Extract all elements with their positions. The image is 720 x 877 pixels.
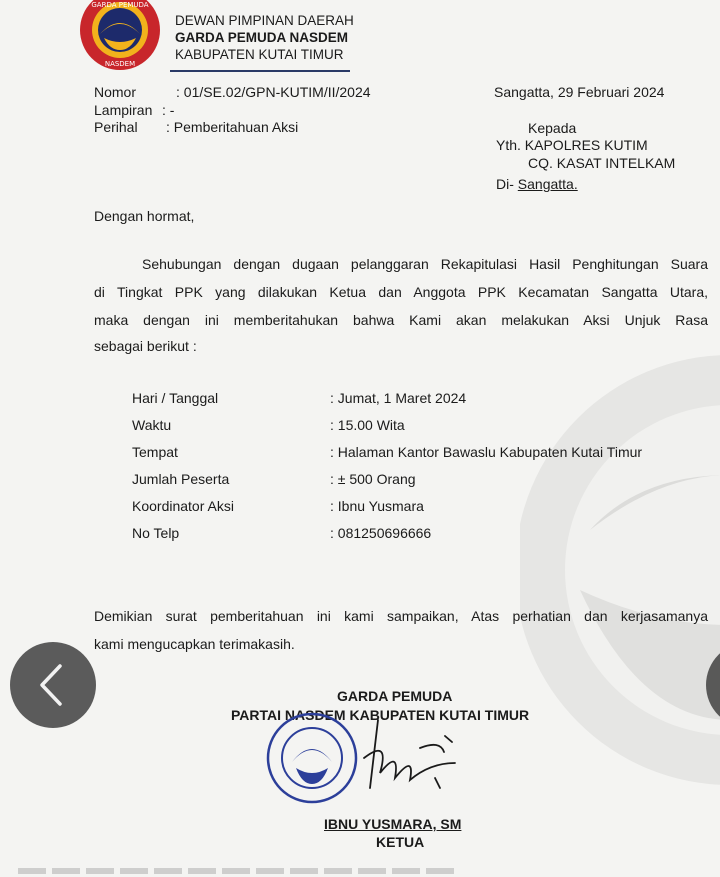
recipient-di bbox=[496, 176, 578, 192]
detail-label: Hari / Tanggal bbox=[132, 390, 219, 406]
body-line-1: Sehubungan dengan dugaan pelanggaran Rekapitulasi Hasil Penghitungan Suara bbox=[142, 256, 708, 272]
closing-line-2: kami mengucapkan terimakasih. bbox=[94, 636, 295, 652]
signer-name: IBNU YUSMARA, SM bbox=[324, 816, 462, 832]
org-line-3: KABUPATEN KUTAI TIMUR bbox=[175, 47, 344, 62]
detail-row bbox=[132, 417, 405, 433]
signature-org-2: PARTAI NASDEM KABUPATEN KUTAI TIMUR bbox=[231, 707, 530, 723]
logo-text-top: GARDA PEMUDA bbox=[91, 1, 149, 9]
header-divider bbox=[170, 70, 350, 72]
perihal-value: : Pemberitahuan Aksi bbox=[166, 119, 299, 135]
perihal-label: Perihal bbox=[94, 119, 138, 135]
detail-value: : 081250696666 bbox=[330, 525, 432, 541]
detail-value: : Jumat, 1 Maret 2024 bbox=[330, 390, 467, 406]
detail-label: Koordinator Aksi bbox=[132, 498, 234, 514]
nasdem-watermark-icon bbox=[520, 300, 720, 860]
body-line-3: maka dengan ini memberitahukan bahwa Kami akan melakukan Aksi Unjuk Rasa bbox=[94, 312, 708, 328]
detail-label: Jumlah Peserta bbox=[132, 471, 230, 487]
detail-row bbox=[132, 471, 416, 487]
detail-label: No Telp bbox=[132, 525, 180, 541]
detail-value: : Ibnu Yusmara bbox=[330, 498, 424, 514]
recipient-di-prefix: Di- bbox=[496, 176, 518, 192]
org-line-2: GARDA PEMUDA NASDEM bbox=[175, 30, 349, 45]
body-line-4: sebagai berikut : bbox=[94, 338, 197, 354]
footer-caption bbox=[18, 868, 458, 874]
nomor-label: Nomor bbox=[94, 84, 137, 100]
letter-date: Sangatta, 29 Februari 2024 bbox=[494, 84, 665, 100]
org-line-1: DEWAN PIMPINAN DAERAH bbox=[175, 13, 354, 28]
recipient-yth: Yth. KAPOLRES KUTIM bbox=[496, 137, 648, 153]
detail-value: : 15.00 Wita bbox=[330, 417, 405, 433]
recipient-cq: CQ. KASAT INTELKAM bbox=[528, 155, 676, 171]
detail-row bbox=[132, 498, 424, 514]
body-line-2: di Tingkat PPK yang dilakukan Ketua dan Anggota PPK Kecamatan Sangatta Utara, bbox=[94, 284, 708, 300]
detail-row bbox=[132, 390, 467, 406]
organization-header bbox=[175, 12, 354, 63]
logo-text-bottom: NASDEM bbox=[104, 60, 136, 68]
handwritten-signature-icon bbox=[360, 718, 470, 798]
lampiran-value: : - bbox=[162, 102, 175, 118]
salutation: Dengan hormat, bbox=[94, 208, 195, 224]
detail-row bbox=[132, 444, 643, 460]
garda-pemuda-logo-icon bbox=[74, 0, 166, 72]
detail-label: Waktu bbox=[132, 417, 172, 433]
chevron-right-icon bbox=[706, 642, 720, 728]
recipient-place: Sangatta. bbox=[517, 176, 578, 192]
detail-value: : ± 500 Orang bbox=[330, 471, 416, 487]
previous-image-button[interactable] bbox=[10, 642, 96, 728]
signer-role: KETUA bbox=[376, 834, 425, 850]
chevron-left-icon bbox=[10, 642, 96, 728]
detail-label: Tempat bbox=[132, 444, 178, 460]
nomor-value: : 01/SE.02/GPN-KUTIM/II/2024 bbox=[176, 84, 371, 100]
signature-org-1: GARDA PEMUDA bbox=[337, 688, 453, 704]
recipient-kepada: Kepada bbox=[528, 120, 577, 136]
official-stamp-icon bbox=[262, 700, 362, 816]
closing-line-1: Demikian surat pemberitahuan ini kami sampaikan, Atas perhatian dan kerjasamanya bbox=[94, 608, 708, 624]
lampiran-label: Lampiran bbox=[94, 102, 153, 118]
detail-row bbox=[132, 525, 432, 541]
detail-value: : Halaman Kantor Bawaslu Kabupaten Kutai Timur bbox=[330, 444, 643, 460]
next-image-button[interactable] bbox=[706, 642, 720, 728]
